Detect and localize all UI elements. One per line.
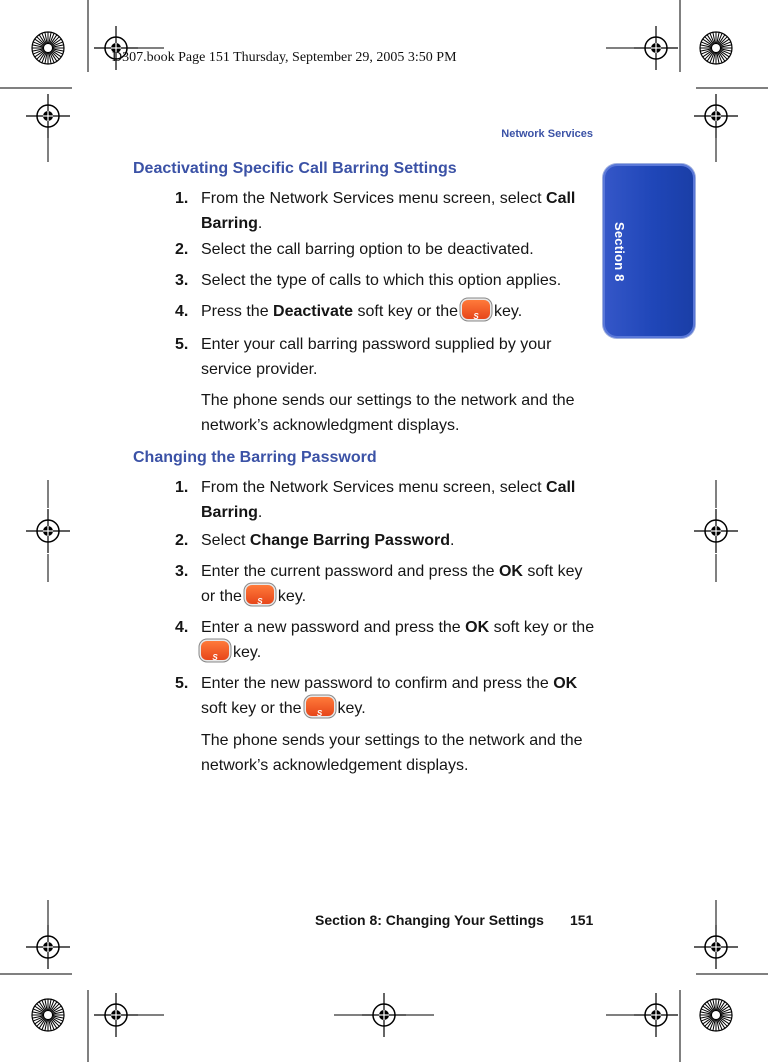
step-text-end: . bbox=[257, 504, 263, 521]
step-text-end: key. bbox=[337, 700, 366, 717]
step-item bbox=[175, 559, 595, 609]
step-text-mid: soft key or the bbox=[201, 563, 583, 605]
step-item bbox=[175, 528, 595, 553]
step-text: Enter the new password to confirm and press the bbox=[201, 675, 554, 692]
step-item bbox=[175, 237, 595, 262]
step-bold: Change Barring Password bbox=[249, 532, 450, 549]
step-number: 5. bbox=[175, 336, 189, 353]
step-text: Select bbox=[201, 532, 250, 549]
step-bold: Call Barring bbox=[201, 479, 576, 521]
running-head: Network Services bbox=[501, 128, 593, 140]
send-key-icon bbox=[306, 697, 334, 716]
step-number: 3. bbox=[175, 563, 189, 580]
step-number: 4. bbox=[175, 303, 189, 320]
step-text-end: key. bbox=[494, 303, 523, 320]
step-text-end: . bbox=[449, 532, 455, 549]
step-text-mid: soft key or the bbox=[489, 619, 595, 636]
step-bold: OK bbox=[465, 619, 490, 636]
section-tab-label: Section 8 bbox=[612, 222, 627, 282]
step-item bbox=[175, 332, 595, 382]
send-key-icon bbox=[246, 585, 274, 604]
page-number: 151 bbox=[569, 912, 594, 928]
step-item bbox=[175, 186, 595, 236]
print-header: D307.book Page 151 Thursday, September 29, 2005 3:50 PM bbox=[112, 50, 457, 65]
step-bold: Deactivate bbox=[273, 303, 354, 320]
step-text: Press the bbox=[201, 303, 274, 320]
section-heading-deactivating: Deactivating Specific Call Barring Settings bbox=[133, 160, 457, 177]
step-item bbox=[175, 671, 595, 721]
step-bold: Call Barring bbox=[201, 190, 576, 232]
step-text: From the Network Services menu screen, select bbox=[201, 479, 547, 496]
send-key-icon bbox=[201, 641, 229, 660]
section-heading-changing-password: Changing the Barring Password bbox=[133, 449, 377, 466]
step-bold: OK bbox=[553, 675, 578, 692]
step-bold: OK bbox=[498, 563, 523, 580]
step-text-end: key. bbox=[233, 644, 262, 661]
step-number: 3. bbox=[175, 272, 189, 289]
step-number: 1. bbox=[175, 479, 189, 496]
step-item bbox=[175, 475, 595, 525]
step-text-mid: soft key or the bbox=[201, 700, 302, 717]
step-text: Enter a new password and press the bbox=[201, 619, 466, 636]
step-text-mid: soft key or the bbox=[353, 303, 459, 320]
step-number: 2. bbox=[175, 532, 189, 549]
page-footer bbox=[315, 912, 593, 928]
step-item bbox=[175, 268, 595, 293]
step-text: Enter the current password and press the bbox=[201, 563, 499, 580]
result-note: The phone sends our settings to the network and the network’s acknowledgment displays. bbox=[201, 392, 575, 434]
step-text-end: key. bbox=[277, 588, 307, 605]
step-number: 2. bbox=[175, 241, 189, 258]
send-key-icon bbox=[462, 300, 490, 319]
step-text: Select the call barring option to be deactivated. bbox=[201, 241, 534, 258]
step-number: 1. bbox=[175, 190, 189, 207]
step-number: 5. bbox=[175, 675, 189, 692]
step-text: Select the type of calls to which this option applies. bbox=[201, 272, 562, 289]
result-note: The phone sends your settings to the network and the network’s acknowledgement displays. bbox=[201, 732, 583, 774]
step-item bbox=[175, 299, 595, 324]
step-text: From the Network Services menu screen, select bbox=[201, 190, 547, 207]
step-number: 4. bbox=[175, 619, 189, 636]
step-item bbox=[175, 615, 595, 665]
step-text-end: . bbox=[257, 215, 263, 232]
step-text: Enter your call barring password supplied by your service provider. bbox=[201, 336, 552, 378]
footer-label: Section 8: Changing Your Settings bbox=[315, 912, 544, 928]
